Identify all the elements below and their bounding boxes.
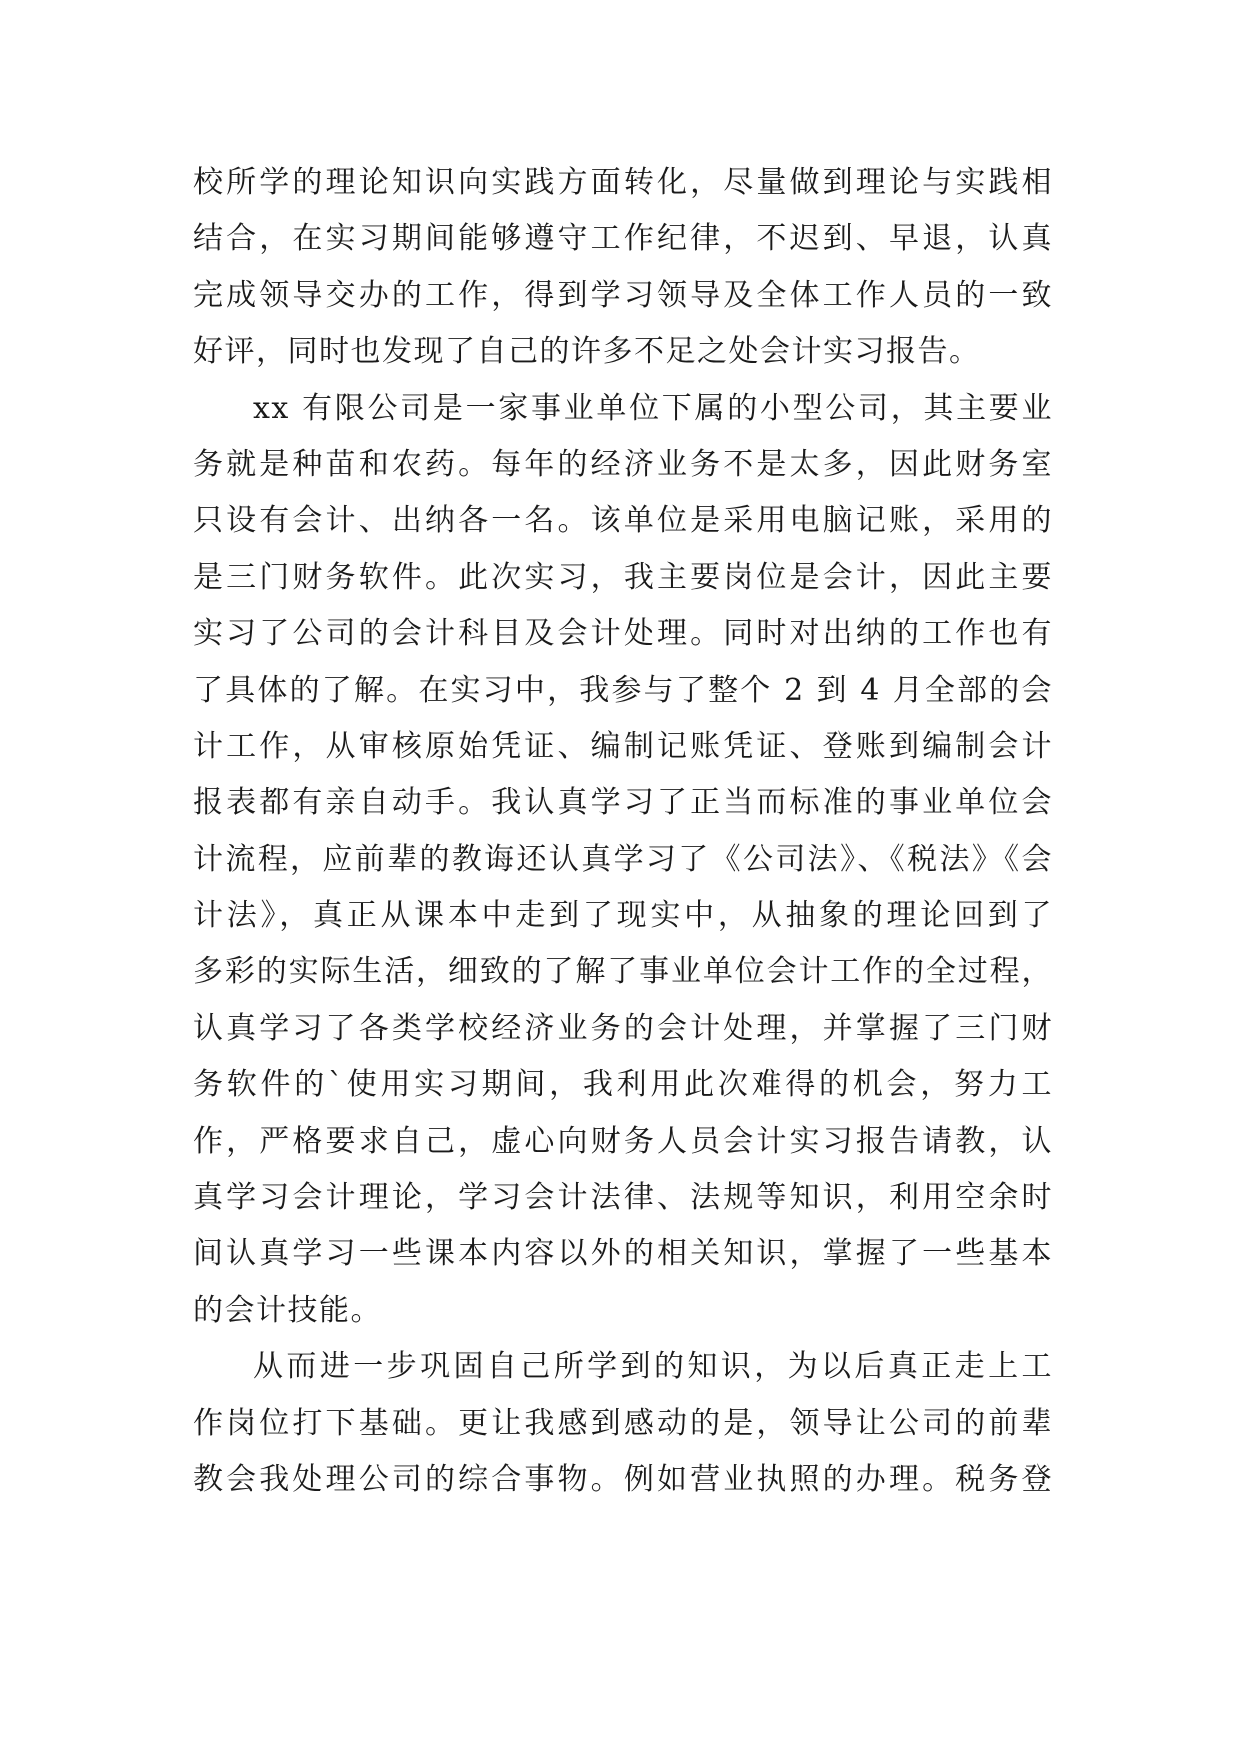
- text-line: 是三门财务软件。此次实习，我主要岗位是会计，因此主要: [193, 559, 1053, 595]
- text-line: 从而进一步巩固自己所学到的知识，为以后真正走上工: [253, 1349, 1053, 1385]
- text-line: 好评，同时也发现了自己的许多不足之处会计实习报告。: [193, 334, 981, 370]
- text-line: 实习了公司的会计科目及会计处理。同时对出纳的工作也有: [193, 616, 1053, 652]
- text-line: 务就是种苗和农药。每年的经济业务不是太多，因此财务室: [193, 446, 1053, 482]
- text-line: 计法》，真正从课本中走到了现实中，从抽象的理论回到了: [193, 898, 1053, 934]
- text-line: 校所学的理论知识向实践方面转化，尽量做到理论与实践相: [193, 165, 1053, 200]
- text-line: 作岗位打下基础。更让我感到感动的是，领导让公司的前辈: [193, 1405, 1053, 1441]
- text-line: 完成领导交办的工作，得到学习领导及全体工作人员的一致: [193, 277, 1053, 313]
- text-line: 间认真学习一些课本内容以外的相关知识，掌握了一些基本: [193, 1236, 1053, 1272]
- text-line: 结合，在实习期间能够遵守工作纪律，不迟到、早退，认真: [193, 221, 1053, 257]
- text-line: xx 有限公司是一家事业单位下属的小型公司，其主要业: [253, 390, 1053, 426]
- text-line: 了具体的了解。在实习中，我参与了整个 2 到 4 月全部的会: [193, 672, 1053, 708]
- text-line: 报表都有亲自动手。我认真学习了正当而标准的事业单位会: [193, 785, 1053, 821]
- text-line: 多彩的实际生活，细致的了解了事业单位会计工作的全过程，: [193, 954, 1053, 990]
- text-line: 认真学习了各类学校经济业务的会计处理，并掌握了三门财: [193, 1010, 1053, 1046]
- text-line: 教会我处理公司的综合事物。例如营业执照的办理。税务登: [193, 1461, 1053, 1497]
- text-line: 作，严格要求自己，虚心向财务人员会计实习报告请教，认: [193, 1123, 1053, 1159]
- text-line: 只设有会计、出纳各一名。该单位是采用电脑记账，采用的: [193, 503, 1053, 539]
- text-line: 的会计技能。: [193, 1292, 382, 1328]
- document-body: [193, 155, 1053, 1508]
- text-line: 真学习会计理论，学习会计法律、法规等知识，利用空余时: [193, 1180, 1053, 1216]
- text-line: 务软件的`使用实习期间，我利用此次难得的机会，努力工: [193, 1067, 1053, 1103]
- text-line: 计工作，从审核原始凭证、编制记账凭证、登账到编制会计: [193, 728, 1053, 764]
- text-line: 计流程，应前辈的教诲还认真学习了《公司法》、《税法》《会: [193, 841, 1053, 877]
